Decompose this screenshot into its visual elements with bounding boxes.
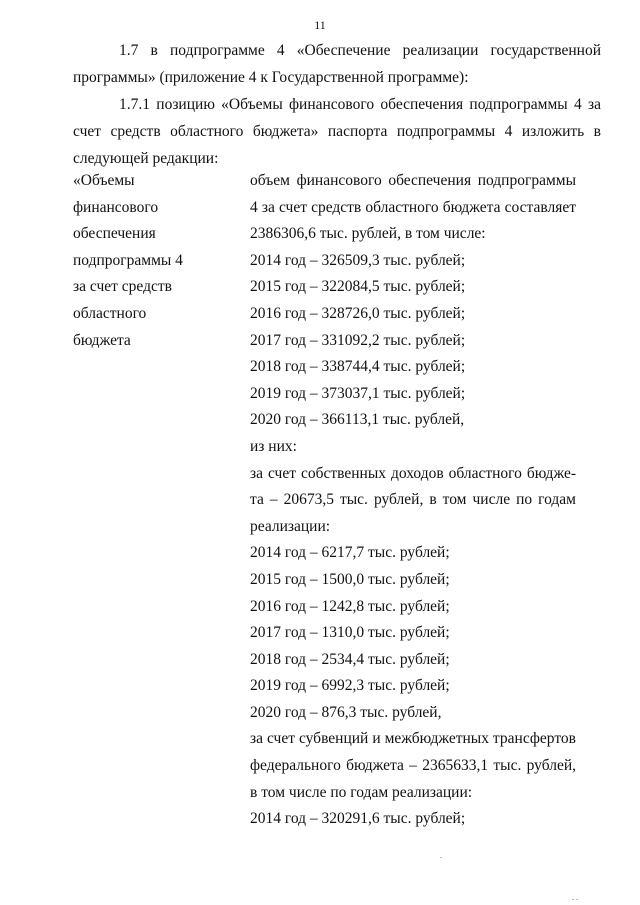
right-line: реализации:	[250, 517, 331, 535]
right-line: 2015 год – 322084,5 тыс. рублей;	[250, 278, 466, 296]
left-cell: подпрограммы 4	[73, 251, 183, 269]
left-cell: обеспечения	[73, 225, 156, 243]
left-cell: областного	[73, 304, 147, 322]
left-cell: «Объемы	[73, 172, 135, 189]
right-line: за счет собственных доходов областного бюдже-	[250, 464, 576, 482]
left-cell: за счет средств	[73, 278, 172, 296]
right-line: в том числе по годам реализации:	[250, 783, 473, 801]
right-line: объем финансового обеспечения подпрограммы	[250, 172, 576, 189]
scan-dot: . .	[572, 893, 578, 902]
paragraph-1-7-1: 1.7.1 позицию «Объемы финансового обеспечения подпрограммы 4 за счет средств областного бюджета» паспорта подпрограммы 4 изложить в следующей редакции:	[73, 96, 601, 167]
right-line: из них:	[250, 437, 297, 455]
right-line: 2014 год – 320291,6 тыс. рублей;	[250, 810, 466, 828]
left-cell: бюджета	[73, 331, 131, 349]
right-line: 2020 год – 876,3 тыс. рублей,	[250, 703, 442, 721]
right-line: 2018 год – 2534,4 тыс. рублей;	[250, 650, 450, 668]
right-line: 2020 год – 366113,1 тыс. рублей,	[250, 411, 465, 429]
right-line: 2015 год – 1500,0 тыс. рублей;	[250, 570, 450, 588]
page-number: 11	[314, 18, 326, 32]
right-line: 2019 год – 373037,1 тыс. рублей;	[250, 384, 466, 402]
right-line: 4 за счет средств областного бюджета составляет	[250, 198, 576, 216]
table-right-column	[250, 168, 576, 833]
right-line: 2018 год – 338744,4 тыс. рублей;	[250, 358, 466, 376]
right-line: 2017 год – 331092,2 тыс. рублей;	[250, 331, 466, 349]
right-line: 2014 год – 326509,3 тыс. рублей;	[250, 251, 466, 269]
scan-dot: .	[440, 851, 442, 860]
table-left-column	[73, 168, 243, 354]
right-line: 2019 год – 6992,3 тыс. рублей;	[250, 677, 450, 695]
paragraph-1-7: 1.7 в подпрограмме 4 «Обеспечение реализации государственной программы» (приложение 4 к Государственной программе):	[73, 42, 601, 86]
right-line: 2016 год – 1242,8 тыс. рублей;	[250, 597, 450, 615]
right-line: 2017 год – 1310,0 тыс. рублей;	[250, 624, 450, 642]
right-line: 2014 год – 6217,7 тыс. рублей;	[250, 544, 450, 562]
right-line: федерального бюджета – 2365633,1 тыс. рублей,	[250, 757, 576, 775]
right-line: за счет субвенций и межбюджетных трансфертов	[250, 730, 576, 748]
right-line: 2386306,6 тыс. рублей, в том числе:	[250, 225, 486, 243]
left-cell: финансового	[73, 198, 159, 216]
right-line: та – 20673,5 тыс. рублей, в том числе по годам	[250, 491, 576, 509]
right-line: 2016 год – 328726,0 тыс. рублей;	[250, 304, 466, 322]
